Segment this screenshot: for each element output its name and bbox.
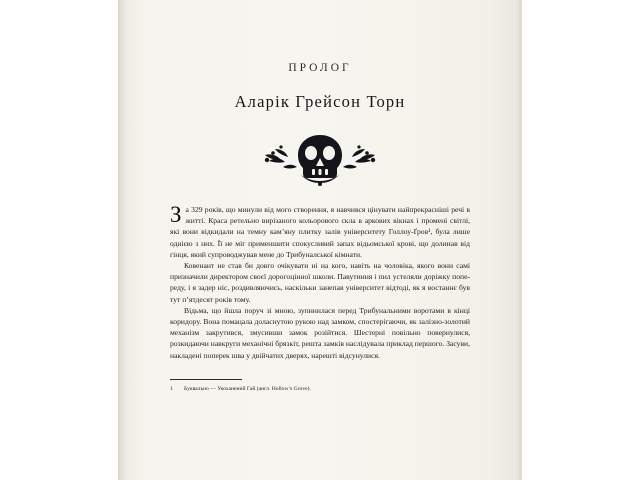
page-title: Аларік Грейсон Торн bbox=[234, 92, 406, 111]
skull-floral-ornament bbox=[170, 126, 470, 188]
page-edge-right bbox=[513, 0, 522, 480]
drop-cap: З bbox=[170, 202, 182, 227]
section-label: ПРОЛОГ bbox=[288, 62, 352, 74]
footnote-text: Буквально — Укоханений Гай (англ. Hollow’s Grove). bbox=[184, 385, 311, 392]
footnote bbox=[170, 385, 470, 393]
page-content bbox=[170, 0, 470, 480]
footnote-divider bbox=[170, 379, 242, 380]
footnote-number: 1 bbox=[170, 385, 173, 392]
book-page bbox=[118, 0, 522, 480]
paragraph-2: Ковенант не став би довго очікувати ні на кого, навіть на чоловіка, якого вони самі призначили директором своєї дорогоцінної школи. Павутиння і пил устеляли доріжку попереду, і я задер ніс, роздивляючись, наскільки занепав університет відтоді, як я востаннє був тут п’ятдесят років тому. bbox=[170, 261, 470, 304]
paragraph-3: Відьма, що йшла поруч зі мною, зупинилася перед Трибунальними воротами в кінці коридору. Вона помацала доласнутою рукою над замком, спостерігаючи, як залізно-золотий механізм закрутився, змусивши замок розійтися. Шестерні повільно повернулися, розкидаючи навкруги механічні брязкіт, решта замків наслідувала приклад першого. Засуви, накладені поперек шва у двійчатих дверях, нарешті відсунулися. bbox=[170, 305, 470, 360]
paragraph-1 bbox=[170, 204, 470, 260]
paragraph-1-text: а 329 років, що минули від мого створення, я навчився цінувати найпрекрасніші речі в житті. Краса ретельно вирізаного кольорового скла в аркових вікнах і промені світлі, які вони відкидали на темну кам’яну плитку залів університету Голлоу-Ґров¹, була лише однією з них. Її не міг применшити спокусливий запах відьомської крові, що долинав від гінця, який супроводжував мене до Трибуналської кімнати. bbox=[170, 205, 470, 259]
page-edge-left bbox=[118, 0, 127, 480]
body-text bbox=[170, 204, 470, 361]
